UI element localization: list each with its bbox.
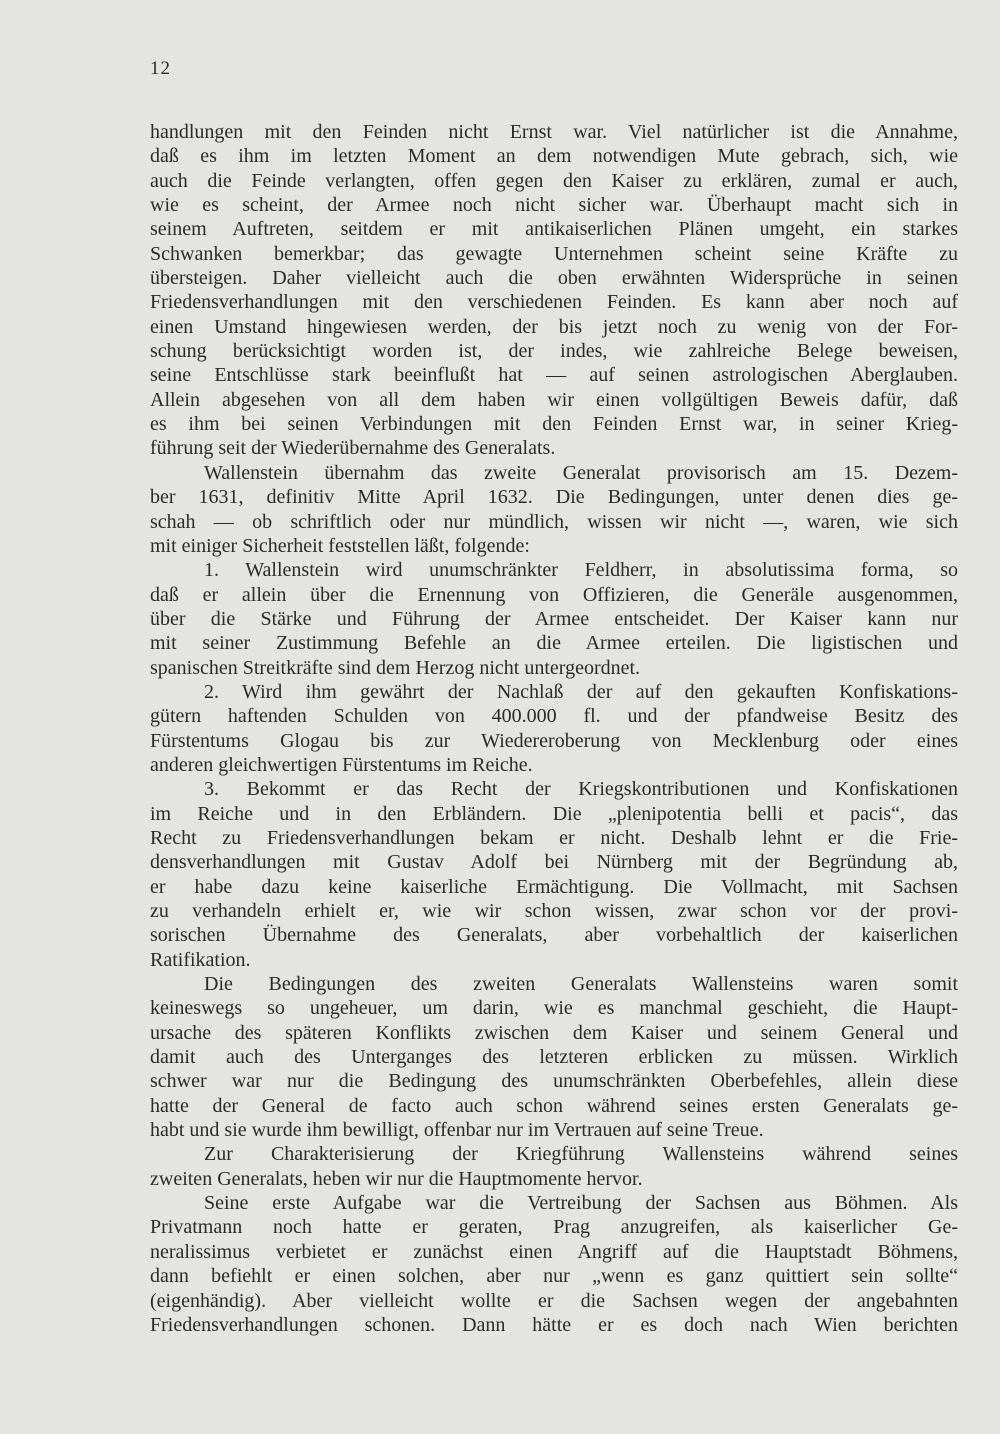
body-text: [150, 120, 958, 1337]
text-line: sorischen Übernahme des Generalats, aber vorbehaltlich der kaiserlichen: [150, 924, 958, 947]
text-line: mit seiner Zustimmung Befehle an die Armee erteilen. Die ligistischen und: [150, 632, 958, 655]
text-line: über die Stärke und Führung der Armee entscheidet. Der Kaiser kann nur: [150, 607, 958, 630]
text-line: Friedensverhandlungen mit den verschiedenen Feinden. Es kann aber noch auf: [150, 291, 958, 314]
page-number: 12: [150, 58, 171, 79]
text-line: einen Umstand hingewiesen werden, der bis jetzt noch zu wenig von der For-: [150, 315, 958, 338]
text-line: übersteigen. Daher vielleicht auch die oben erwähnten Widersprüche in seinen: [150, 267, 958, 290]
text-line: handlungen mit den Feinden nicht Ernst war. Viel natürlicher ist die Annahme,: [150, 121, 958, 143]
text-line: daß es ihm im letzten Moment an dem notwendigen Mute gebrach, sich, wie: [150, 145, 958, 168]
text-line: im Reiche und in den Erbländern. Die „plenipotentia belli et pacis“, das: [150, 802, 958, 825]
text-line: schung berücksichtigt worden ist, der indes, wie zahlreiche Belege beweisen,: [150, 340, 958, 363]
text-line: Privatmann noch hatte er geraten, Prag anzugreifen, als kaiserlicher Ge-: [150, 1216, 958, 1239]
text-line: wie es scheint, der Armee noch nicht sicher war. Überhaupt macht sich in: [150, 194, 958, 217]
text-line: ursache des späteren Konflikts zwischen dem Kaiser und seinem General und: [150, 1021, 958, 1044]
text-line: zu verhandeln erhielt er, wie wir schon wissen, zwar schon vor der provi-: [150, 900, 958, 922]
text-line: Zur Charakterisierung der Kriegführung Wallensteins während seines: [204, 1143, 958, 1166]
text-line: ber 1631, definitiv Mitte April 1632. Die Bedingungen, unter denen dies ge-: [150, 486, 958, 509]
text-line: keineswegs so ungeheuer, um darin, wie es manchmal geschieht, die Haupt-: [150, 997, 958, 1020]
text-line: 1. Wallenstein wird unumschränkter Feldherr, in absolutissima forma, so: [204, 559, 958, 582]
text-line: 3. Bekommt er das Recht der Kriegskontributionen und Konfiskationen: [204, 778, 958, 801]
text-line: Schwanken bemerkbar; das gewagte Unternehmen scheint seine Kräfte zu: [150, 242, 958, 265]
text-line: Fürstentums Glogau bis zur Wiedereroberung von Mecklenburg oder eines: [150, 729, 958, 752]
text-line: spanischen Streitkräfte sind dem Herzog nicht untergeordnet.: [150, 656, 641, 679]
text-line: densverhandlungen mit Gustav Adolf bei Nürnberg mit der Begründung ab,: [150, 851, 958, 874]
text-line: Ratifikation.: [150, 948, 251, 971]
text-line: Wallenstein übernahm das zweite Generalat provisorisch am 15. Dezem-: [204, 461, 958, 484]
text-line: seine Entschlüsse stark beeinflußt hat — auf seinen astrologischen Aberglauben.: [150, 364, 958, 387]
text-line: anderen gleichwertigen Fürstentums im Reiche.: [150, 753, 533, 776]
text-line: gütern haftenden Schulden von 400.000 fl. und der pfandweise Besitz des: [150, 705, 958, 728]
text-line: neralissimus verbietet er zunächst einen Angriff auf die Hauptstadt Böhmens,: [150, 1240, 958, 1263]
text-line: 2. Wird ihm gewährt der Nachlaß der auf den gekauften Konfiskations-: [204, 680, 958, 703]
text-line: Seine erste Aufgabe war die Vertreibung der Sachsen aus Böhmen. Als: [204, 1192, 958, 1215]
text-line: er habe dazu keine kaiserliche Ermächtigung. Die Vollmacht, mit Sachsen: [150, 875, 958, 898]
text-line: Recht zu Friedensverhandlungen bekam er nicht. Deshalb lehnt er die Frie-: [150, 826, 958, 849]
text-line: Die Bedingungen des zweiten Generalats Wallensteins waren somit: [204, 973, 958, 996]
text-line: dann befiehlt er einen solchen, aber nur „wenn es ganz quittiert sein sollte“: [150, 1265, 958, 1288]
text-line: damit auch des Unterganges des letzteren erblicken zu müssen. Wirklich: [150, 1046, 958, 1069]
text-line: daß er allein über die Ernennung von Offizieren, die Generäle ausgenommen,: [150, 583, 958, 606]
text-line: mit einiger Sicherheit feststellen läßt, folgende:: [150, 534, 530, 557]
text-line: hatte der General de facto auch schon während seines ersten Generalats ge-: [150, 1094, 958, 1117]
text-line: Friedensverhandlungen schonen. Dann hätte er es doch nach Wien berichten: [150, 1313, 958, 1336]
text-line: führung seit der Wiederübernahme des Generalats.: [150, 437, 556, 460]
text-line: seinem Auftreten, seitdem er mit antikaiserlichen Plänen umgeht, ein starkes: [150, 218, 958, 241]
text-line: (eigenhändig). Aber vielleicht wollte er die Sachsen wegen der angebahnten: [150, 1289, 958, 1312]
text-line: habt und sie wurde ihm bewilligt, offenbar nur im Vertrauen auf seine Treue.: [150, 1119, 764, 1142]
text-line: zweiten Generalats, heben wir nur die Hauptmomente hervor.: [150, 1167, 643, 1190]
text-line: Allein abgesehen von all dem haben wir einen vollgültigen Beweis dafür, daß: [150, 388, 958, 411]
text-line: es ihm bei seinen Verbindungen mit den Feinden Ernst war, in seiner Krieg-: [150, 413, 958, 436]
text-line: schah — ob schriftlich oder nur mündlich, wissen wir nicht —, waren, wie sich: [150, 510, 958, 533]
text-line: auch die Feinde verlangten, offen gegen den Kaiser zu erklären, zumal er auch,: [150, 169, 958, 192]
text-line: schwer war nur die Bedingung des unumschränkten Oberbefehles, allein diese: [150, 1070, 958, 1093]
